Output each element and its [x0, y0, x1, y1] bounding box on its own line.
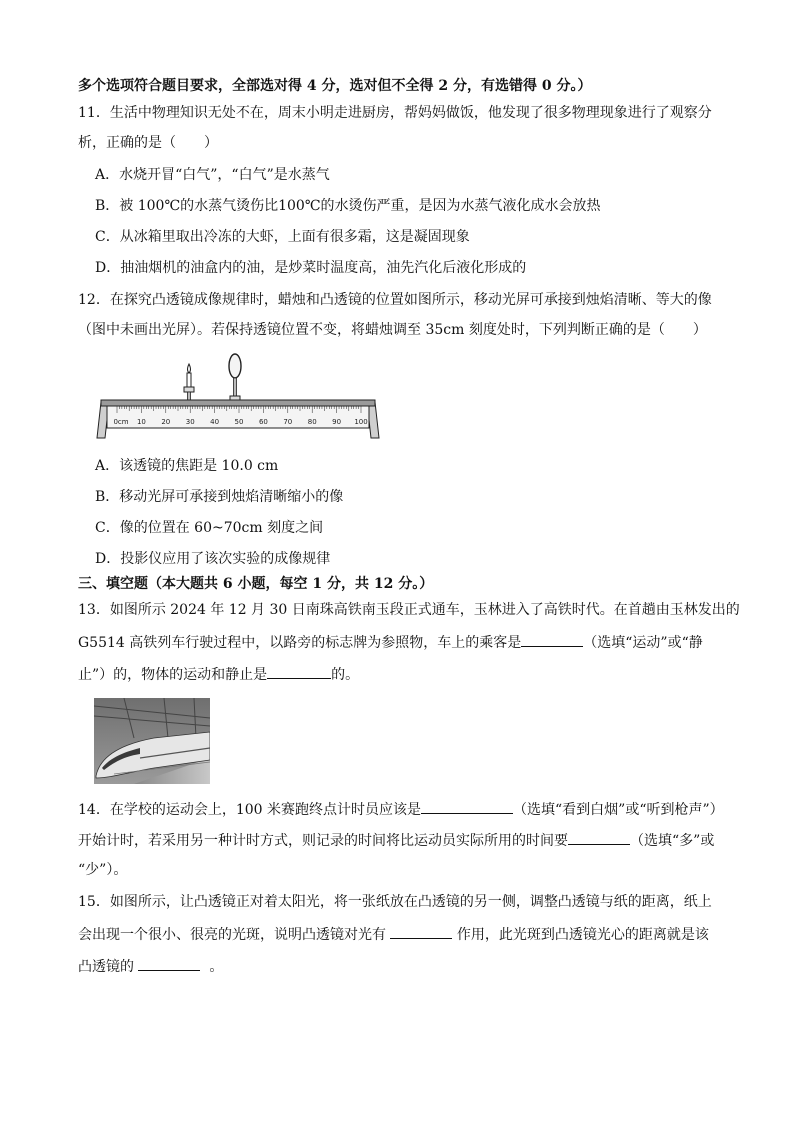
ruler-tick-label: 50: [234, 418, 244, 426]
q15-stem-line2: [78, 924, 709, 945]
q14-stem-line2: [78, 830, 714, 851]
q12-option-b: B．移动光屏可承接到烛焰清晰缩小的像: [95, 489, 344, 505]
q14-text-1b: （选填“看到白烟”或“听到枪声”）: [513, 802, 724, 818]
q15-text-2b: 作用，此光斑到凸透镜光心的距离就是该: [456, 927, 709, 943]
q13-stem-line1: 13．如图所示 2024 年 12 月 30 日南珠高铁南玉段正式通车，玉林进入了高铁时代。在首趟由玉林发出的: [78, 602, 740, 618]
q15-stem-line1: 15．如图所示，让凸透镜正对着太阳光，将一张纸放在凸透镜的另一侧，调整凸透镜与纸的距离，纸上: [78, 894, 712, 910]
q14-blank-2[interactable]: [568, 830, 630, 845]
q14-blank-1[interactable]: [421, 799, 513, 814]
ruler-tick-label: 100: [354, 418, 368, 426]
q12-option-a: A．该透镜的焦距是 10.0 cm: [95, 458, 279, 474]
q13-blank-1[interactable]: [521, 632, 583, 647]
ruler-tick-label: 70: [283, 418, 293, 426]
section-intro: 多个选项符合题目要求，全部选对得 4 分，选对但不全得 2 分，有选错得 0 分。）: [78, 78, 592, 94]
q11-stem-line1: 11．生活中物理知识无处不在，周末小明走进厨房，帮妈妈做饭，他发现了很多物理现象进行了观察分: [78, 105, 712, 121]
ruler-tick-label: 60: [258, 418, 268, 426]
q11-stem-line2: 析，正确的是（ ）: [78, 135, 218, 151]
q14-text-2a: 开始计时，若采用另一种计时方式，则记录的时间将比运动员实际所用的时间要: [78, 833, 568, 849]
ruler-tick-label: 40: [210, 418, 220, 426]
ruler-tick-label: 0cm: [113, 418, 129, 426]
q13-text-2b: （选填“运动”或“静: [583, 635, 703, 651]
q15-stem-line3: [78, 956, 223, 977]
q15-blank-2[interactable]: [138, 956, 200, 971]
optical-bench-figure: [95, 352, 385, 442]
q15-blank-1[interactable]: [390, 924, 452, 939]
q12-stem-line1: 12．在探究凸透镜成像规律时，蜡烛和凸透镜的位置如图所示，移动光屏可承接到烛焰清晰、等大的像: [78, 292, 712, 308]
ruler-tick-label: 30: [185, 418, 195, 426]
candle-icon: [184, 364, 194, 402]
ruler-tick-label: 20: [161, 418, 171, 426]
q14-stem-line3: “少”）。: [78, 862, 128, 878]
q11-option-b: B．被 100℃的水蒸气烫伤比100℃的水烫伤严重，是因为水蒸气液化成水会放热: [95, 198, 601, 214]
q15-text-3b: 。: [209, 959, 224, 975]
q13-stem-line3: [78, 664, 359, 685]
q15-text-2a: 会出现一个很小、很亮的光斑，说明凸透镜对光有: [78, 927, 386, 943]
q12-option-d: D．投影仪应用了该次实验的成像规律: [95, 551, 331, 567]
q12-stem-line2: （图中未画出光屏）。若保持透镜位置不变，将蜡烛调至 35cm 刻度处时，下列判断正确的是（ ）: [78, 322, 707, 338]
high-speed-train-photo: [94, 698, 210, 784]
q15-text-3a: 凸透镜的: [78, 959, 134, 975]
q13-text-2a: G5514 高铁列车行驶过程中，以路旁的标志牌为参照物，车上的乘客是: [78, 635, 522, 651]
q14-stem-line1: [78, 799, 724, 820]
ruler-tick-label: 10: [136, 418, 146, 426]
q11-option-d: D．抽油烟机的油盒内的油，是炒菜时温度高，油先汽化后液化形成的: [95, 260, 527, 276]
q12-option-c: C．像的位置在 60~70cm 刻度之间: [95, 520, 324, 536]
q13-blank-2[interactable]: [267, 664, 331, 679]
q14-text-2b: （选填“多”或: [630, 833, 715, 849]
q13-stem-line2: [78, 632, 703, 653]
ruler-tick-label: 80: [307, 418, 317, 426]
ruler-tick-label: 90: [332, 418, 342, 426]
optical-bench: [97, 400, 379, 438]
convex-lens-icon: [229, 354, 241, 402]
q14-text-1a: 14．在学校的运动会上，100 米赛跑终点计时员应该是: [78, 802, 421, 818]
q13-text-3a: 止”）的，物体的运动和静止是: [78, 667, 268, 683]
q13-text-3b: 的。: [331, 667, 360, 683]
q11-option-c: C．从冰箱里取出冷冻的大虾，上面有很多霜，这是凝固现象: [95, 229, 470, 245]
q11-option-a: A．水烧开冒“白气”，“白气”是水蒸气: [95, 167, 330, 183]
section3-title: 三、填空题（本大题共 6 小题，每空 1 分，共 12 分。）: [78, 576, 434, 592]
